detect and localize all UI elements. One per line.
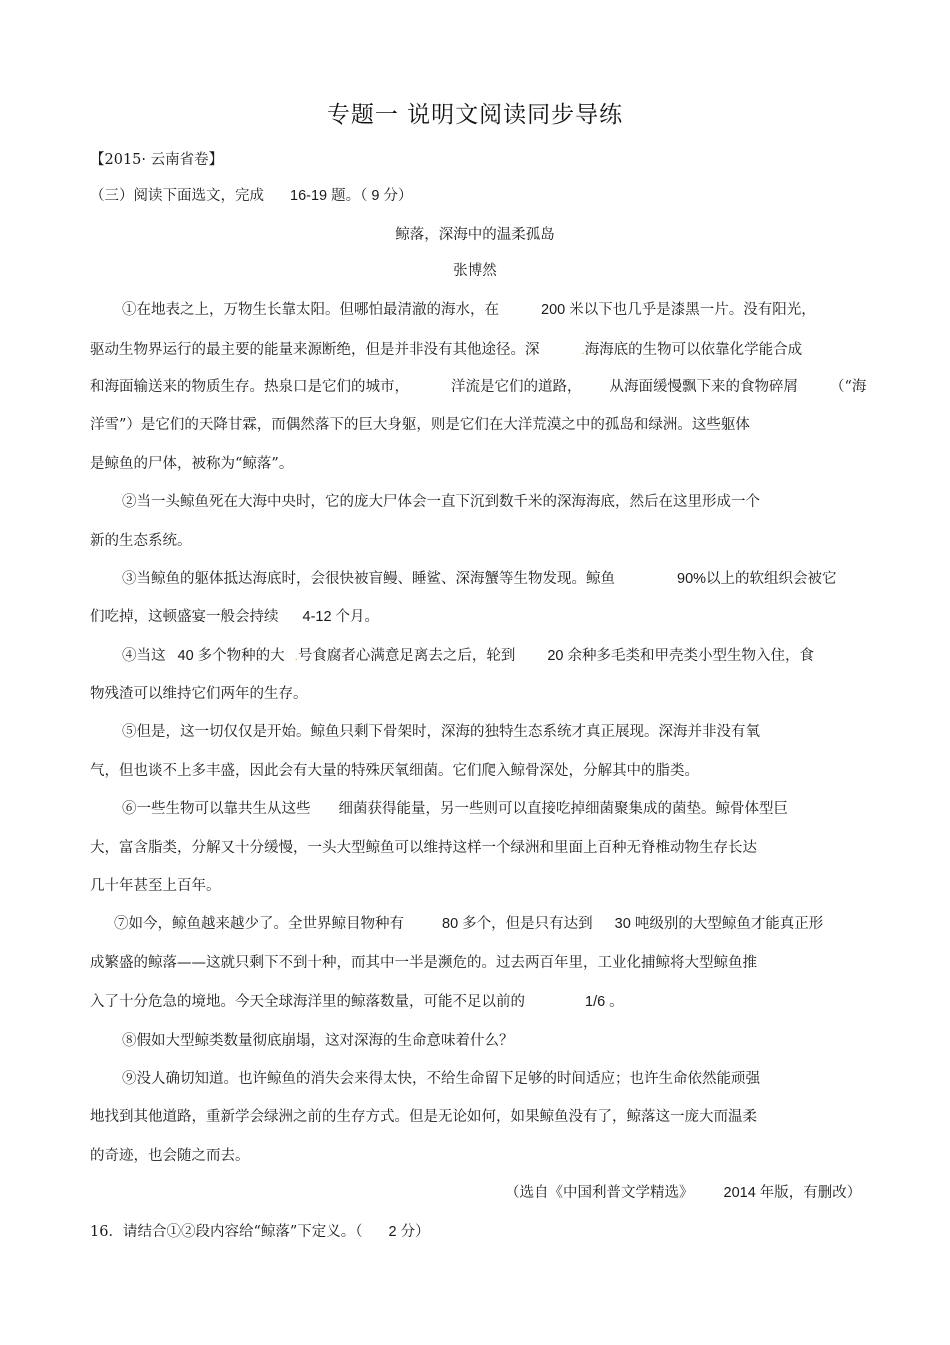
stray-mark-2: .	[294, 652, 298, 663]
p3-line1	[122, 569, 837, 589]
p4-line1	[122, 646, 814, 668]
p6-line2: 大，富含脂类，分解又十分缓慢，一头大型鲸鱼可以维持这样一个绿洲和里面上百种无脊椎动物生存长达	[90, 840, 757, 856]
p7-line1-c: 30 吨级别的大型鲸鱼才能真正形	[614, 916, 824, 932]
article-title: 鲸落，深海中的温柔孤岛	[395, 227, 555, 243]
p7-line3-a: 入了十分危急的境地。今天全球海洋里的鲸落数量，可能不足以前的	[90, 994, 525, 1010]
article-author: 张博然	[453, 263, 497, 279]
p1-line4: 洋雪”）是它们的天降甘霖，而偶然落下的巨大身躯，则是它们在大洋荒漠之中的孤岛和绿洲。这些躯体	[90, 417, 750, 433]
p1-line3	[90, 377, 866, 397]
p1-line2	[90, 340, 802, 362]
question-16-points: 2 分）	[388, 1224, 430, 1240]
citation-year: 2014 年版，有删改）	[723, 1185, 862, 1201]
p3-line1-a: ③当鲸鱼的躯体抵达海底时，会很快被盲鳗、睡鲨、深海蟹等生物发现。鲸鱼	[122, 571, 615, 587]
p4-line1-c: 号食腐者心满意足离去之后，轮到	[297, 648, 516, 664]
p1-line2-b: 海海底的生物可以依靠化学能合成	[584, 342, 803, 358]
p7-line1-a: ⑦如今，鲸鱼越来越少了。全世界鲸目物种有	[114, 916, 404, 932]
p7-line2: 成繁盛的鲸落——这就只剩下不到十种，而其中一半是濒危的。过去两百年里，工业化捕鲸将大型鲸鱼推	[90, 955, 757, 971]
p3-line2-a: 们吃掉，这顿盛宴一般会持续	[90, 609, 279, 625]
citation	[505, 1183, 861, 1203]
p7-line1	[114, 914, 823, 934]
p2-line1: ②当一头鲸鱼死在大海中央时，它的庞大尸体会一直下沉到数千米的深海海底，然后在这里形成一个	[122, 494, 760, 510]
page-title: 专题一 说明文阅读同步导练	[326, 102, 624, 128]
p1-line3-b: 洋流是它们的道路，	[451, 379, 582, 395]
p2-line2: 新的生态系统。	[90, 533, 192, 549]
p1-line3-c: 从海面缓慢飘下来的食物碎屑	[609, 379, 798, 395]
p1-line3-d: （“海	[830, 379, 867, 395]
p7-line3-b: 1/6 。	[585, 994, 624, 1010]
p4-line1-b: 40 多个物种的大	[177, 648, 285, 664]
p3-line2-b: 4-12 个月。	[302, 609, 380, 625]
p6-line1	[122, 799, 788, 819]
p9-line3: 的奇迹，也会随之而去。	[90, 1148, 250, 1164]
instruction-range: 16-19 题。（ 9 分）	[290, 188, 413, 204]
p1-line5: 是鲸鱼的尸体，被称为“鲸落”。	[90, 456, 294, 472]
p3-line1-b: 90%以上的软组织会被它	[677, 571, 837, 587]
p6-line3: 几十年甚至上百年。	[90, 878, 221, 894]
p7-line1-b: 80 多个，但是只有达到	[442, 916, 593, 932]
p1-line2-a: 驱动生物界运行的最主要的能量来源断绝，但是并非没有其他途径。深	[90, 342, 540, 358]
source-tag: 【2015· 云南省卷】	[90, 152, 224, 168]
stray-mark: .	[581, 346, 585, 357]
p5-line2: 气，但也谈不上多丰盛，因此会有大量的特殊厌氧细菌。它们爬入鲸骨深处，分解其中的脂类。	[90, 763, 699, 779]
p3-line2	[90, 607, 379, 627]
instruction	[90, 186, 413, 206]
p1-line3-a: 和海面输送来的物质生存。热泉口是它们的城市，	[90, 379, 409, 395]
p9-line1: ⑨没人确切知道。也许鲸鱼的消失会来得太快，不给生命留下足够的时间适应；也许生命依然能顽强	[122, 1071, 760, 1087]
citation-source: （选自《中国利普文学精选》	[505, 1185, 694, 1201]
p4-line2: 物残渣可以维持它们两年的生存。	[90, 686, 308, 702]
p1-line1	[122, 300, 816, 320]
p5-line1: ⑤但是，这一切仅仅是开始。鲸鱼只剩下骨架时，深海的独特生态系统才真正展现。深海并非没有氧	[122, 724, 760, 740]
p4-line1-a: ④当这	[122, 648, 166, 664]
p1-line1-a: ①在地表之上，万物生长靠太阳。但哪怕最清澈的海水，在	[122, 302, 499, 318]
p6-line1-b: 细菌获得能量，另一些则可以直接吃掉细菌聚集成的菌垫。鲸骨体型巨	[338, 801, 788, 817]
p7-line3	[90, 992, 624, 1012]
instruction-text: （三）阅读下面选文，完成	[90, 188, 264, 204]
question-16-text: 16．请结合①②段内容给“鲸落”下定义。（	[90, 1224, 363, 1240]
p6-line1-a: ⑥一些生物可以靠共生从这些	[122, 801, 311, 817]
question-16	[90, 1222, 430, 1242]
p8-line1: ⑧假如大型鲸类数量彻底崩塌，这对深海的生命意味着什么？	[122, 1033, 514, 1049]
p1-line1-b: 200 米以下也几乎是漆黑一片。没有阳光，	[541, 302, 816, 318]
p4-line1-d: 20 余种多毛类和甲壳类小型生物入住，食	[547, 648, 815, 664]
p9-line2: 地找到其他道路，重新学会绿洲之前的生存方式。但是无论如何，如果鲸鱼没有了，鲸落这一庞大而温柔	[90, 1109, 757, 1125]
